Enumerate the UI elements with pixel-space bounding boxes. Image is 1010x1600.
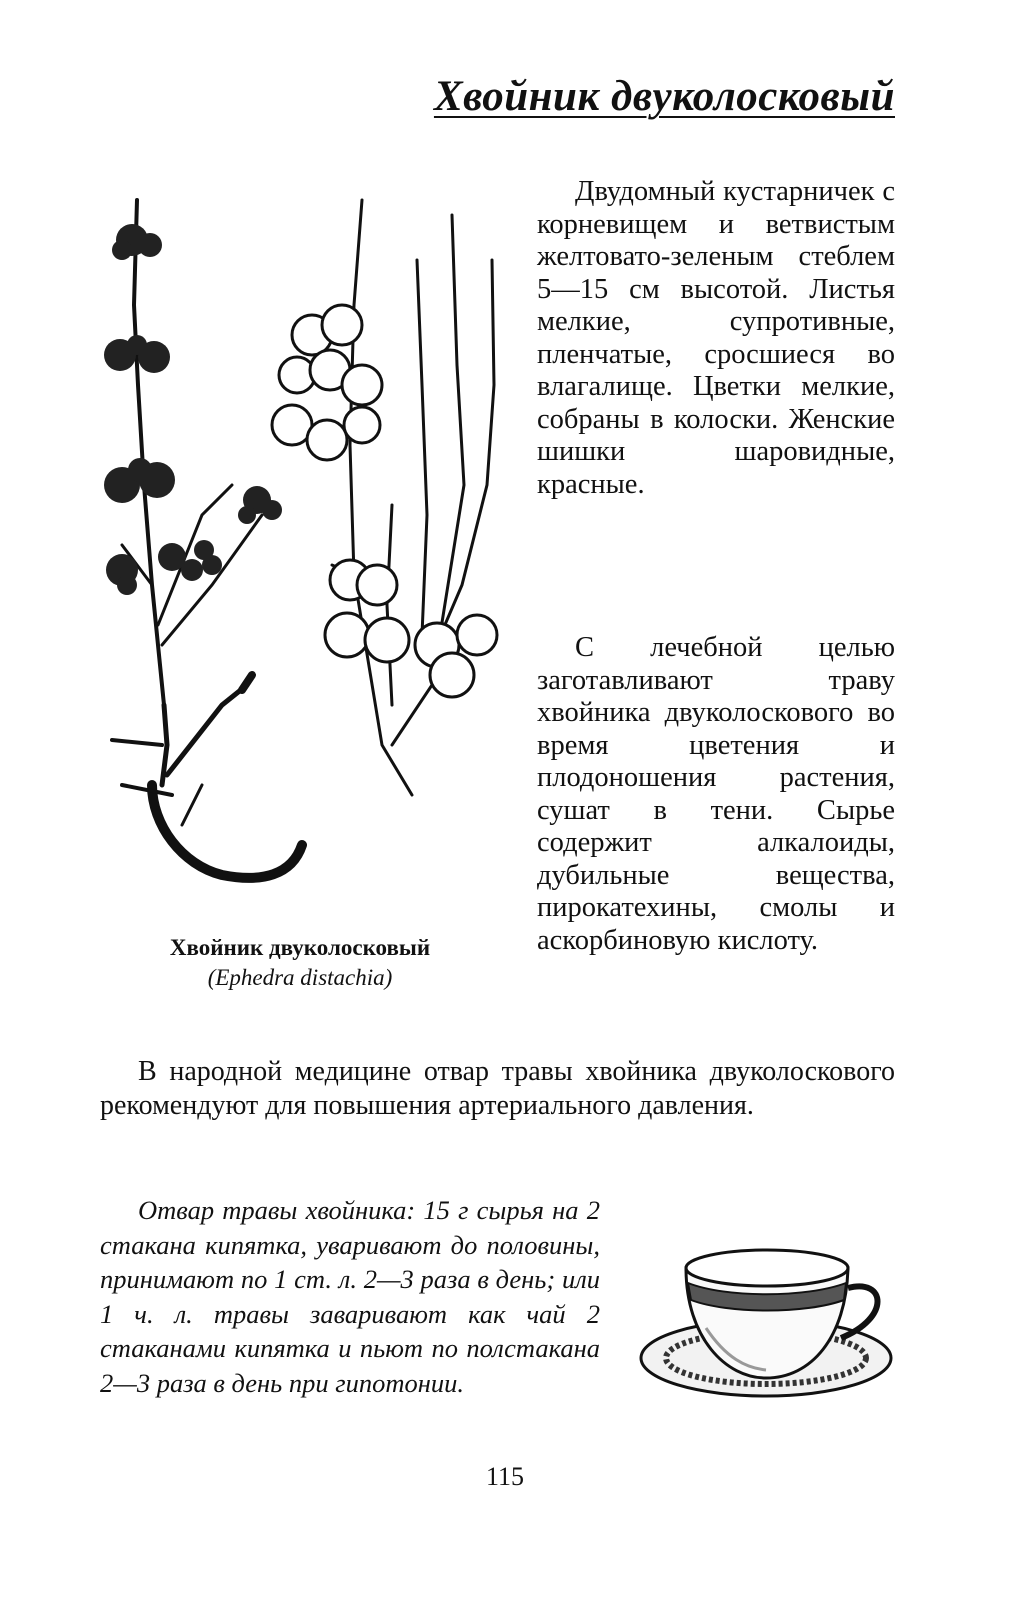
description-paragraph-1 <box>537 176 895 501</box>
recipe-text: Отвар травы хвойника: 15 г сырья на 2 стакана кипятка, уваривают до половины, принимают по 1 ст. л. 2—3 раза в день; или 1 ч. л. травы заваривают как чай 2 стаканами кипятка и пьют по полстакана 2—3 раза в день при гипотонии. <box>100 1195 600 1398</box>
paragraph-1-text: Двудомный кустарничек с корневищем и ветвистым желтовато-зеленым стеблем 5—15 см высотой. Листья мелкие, супротивные, пленчатые, сросшиеся во влагалище. Цветки мелкие, собраны в колоски. Женские шишки шаровидные, красные. <box>537 176 895 500</box>
figure-caption <box>100 933 500 993</box>
recipe-paragraph <box>100 1193 600 1400</box>
caption-name: Хвойник двуколосковый <box>169 935 431 960</box>
folk-medicine-text: В народной медицине отвар травы хвойника двуколоскового рекомендуют для повышения артериального давления. <box>100 1056 895 1121</box>
paragraph-2-text: С лечебной целью заготавливают траву хвойника двуколоскового во время цветения и плодоношения растения, сушат в тени. Сырье содержит алкалоиды, дубильные вещества, пирокатехины, смолы и аскорбиновую кислоту. <box>537 632 895 956</box>
description-paragraph-2 <box>537 632 895 957</box>
folk-medicine-paragraph <box>100 1055 895 1123</box>
tea-cup-illustration <box>636 1238 901 1413</box>
caption-latin: (Ephedra distachia) <box>207 965 393 990</box>
page-number: 115 <box>485 1462 525 1491</box>
ephedra-plant-illustration <box>92 185 522 930</box>
page-title: Хвойник двуколосковый <box>433 73 895 120</box>
